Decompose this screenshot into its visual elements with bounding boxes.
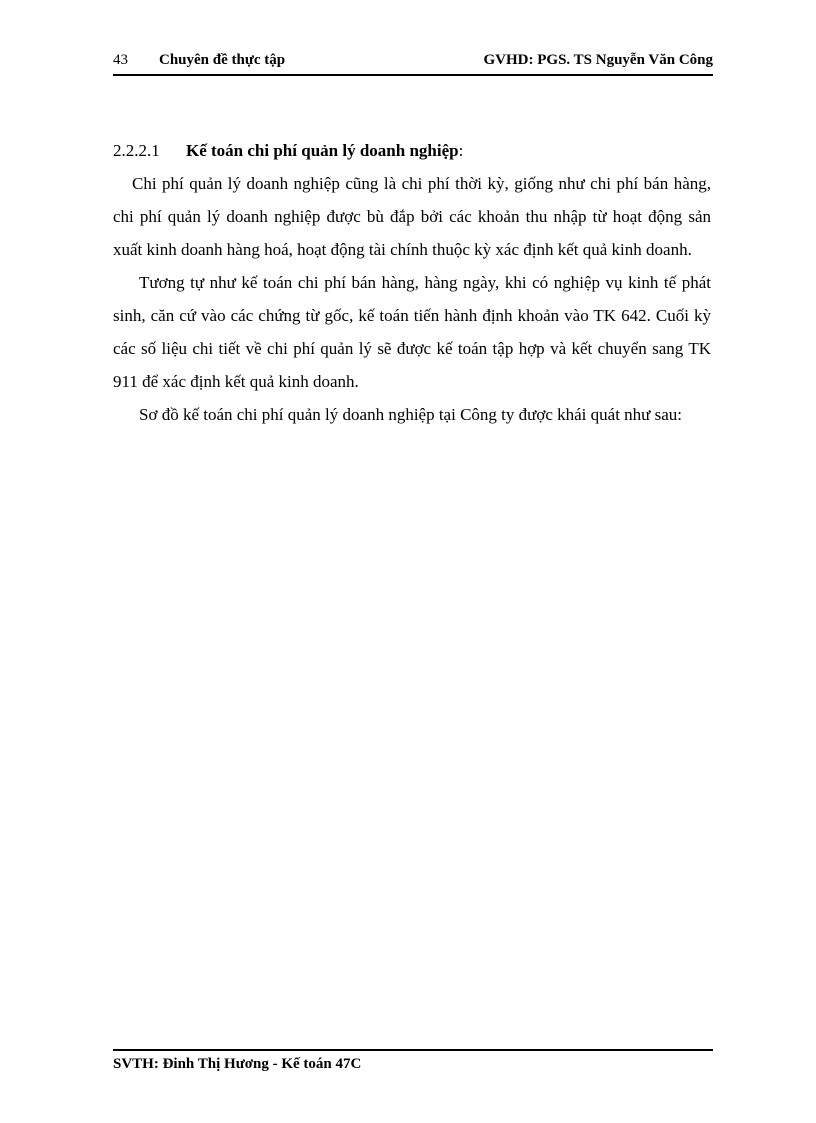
student-author: SVTH: Đinh Thị Hương - Kế toán 47C — [113, 1056, 362, 1072]
document-title: Chuyên đề thực tập — [159, 52, 286, 68]
paragraph: Chi phí quản lý doanh nghiệp cũng là chi phí thời kỳ, giống như chi phí bán hàng, chi phí quản lý doanh nghiệp được bù đắp bởi các khoản thu nhập từ hoạt động sản xuất kinh doanh hàng hoá, hoạt động tài chính thuộc kỳ xác định kết quả kinh doanh. — [113, 174, 711, 259]
section-title: Kế toán chi phí quản lý doanh nghiệp — [186, 141, 459, 160]
page-number: 43 — [113, 52, 128, 68]
page-body — [113, 134, 711, 431]
supervisor-info: GVHD: PGS. TS Nguyễn Văn Công — [483, 52, 713, 68]
page-footer — [113, 1049, 713, 1073]
paragraph: Tương tự như kế toán chi phí bán hàng, hàng ngày, khi có nghiệp vụ kinh tế phát sinh, căn cứ vào các chứng từ gốc, kế toán tiến hành định khoản vào TK 642. Cuối kỳ các số liệu chi tiết về chi phí quản lý sẽ được kế toán tập hợp và kết chuyển sang TK 911 để xác định kết quả kinh doanh. — [113, 273, 711, 391]
section-title-colon: : — [458, 141, 464, 160]
section-heading — [113, 134, 711, 167]
page-header — [113, 52, 713, 76]
paragraph: Sơ đồ kế toán chi phí quản lý doanh nghiệp tại Công ty được khái quát như sau: — [139, 405, 683, 424]
section-number: 2.2.2.1 — [113, 141, 160, 160]
